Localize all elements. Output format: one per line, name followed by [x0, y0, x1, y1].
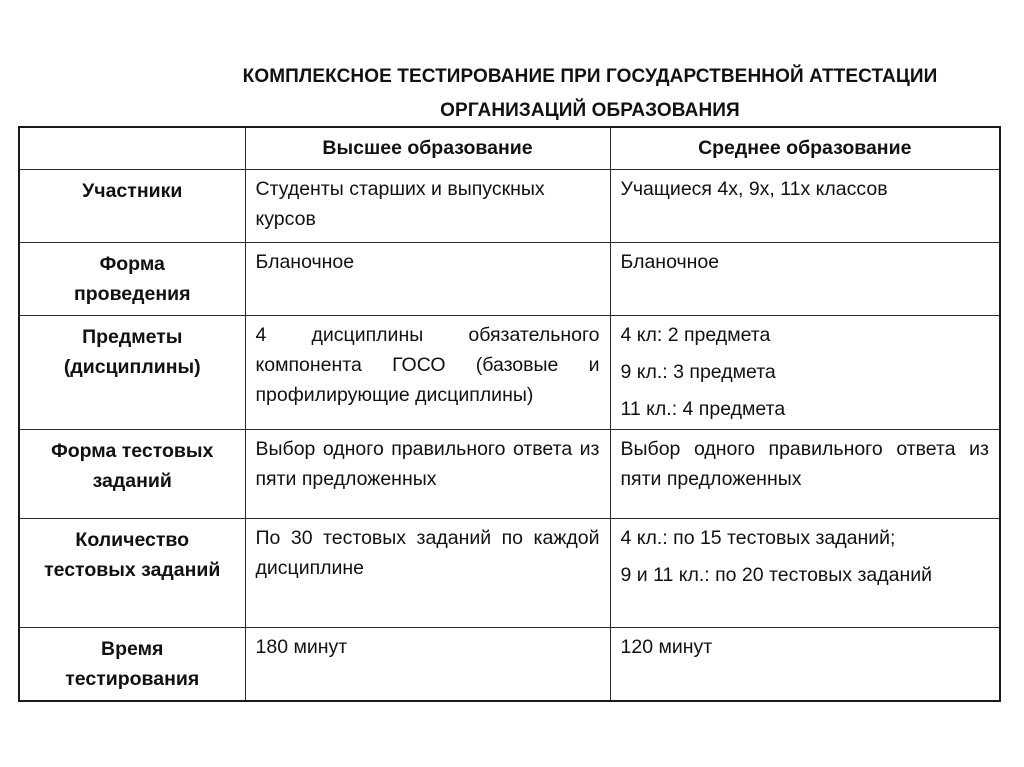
- row-label: [19, 627, 245, 701]
- table-row: [19, 242, 1000, 315]
- row-label-text: Форма: [99, 252, 165, 275]
- document-title: [230, 60, 950, 128]
- cell-text: Учащиеся 4х, 9х, 11х классов: [620, 177, 888, 200]
- cell-secondary: [610, 429, 1000, 518]
- row-label-text: Время: [101, 637, 164, 660]
- cell-text: Выбор одного правильного ответа из пяти предложенных: [255, 437, 600, 490]
- cell-higher: [245, 315, 610, 429]
- title-line-1: КОМПЛЕКСНОЕ ТЕСТИРОВАНИЕ ПРИ ГОСУДАРСТВЕННОЙ АТТЕСТАЦИИ: [242, 66, 938, 87]
- table-row: [19, 429, 1000, 518]
- cell-text: 4 кл: 2 предмета: [620, 323, 771, 346]
- row-label: [19, 518, 245, 627]
- cell-text: 4 дисциплины обязательного компонента ГОСО (базовые и профилирующие дисциплины): [255, 323, 600, 406]
- header-cell-empty: [19, 127, 245, 169]
- cell-text: 180 минут: [255, 635, 348, 658]
- row-label-text: Количество: [75, 528, 190, 551]
- cell-secondary: [610, 518, 1000, 627]
- cell-secondary: [610, 315, 1000, 429]
- cell-secondary: [610, 242, 1000, 315]
- row-label-text: тестовых заданий: [44, 558, 221, 581]
- cell-higher: [245, 242, 610, 315]
- row-label-text: Предметы: [82, 325, 183, 348]
- row-label: [19, 169, 245, 242]
- cell-text: По 30 тестовых заданий по каждой дисциплине: [255, 526, 600, 579]
- title-line-2: ОРГАНИЗАЦИЙ ОБРАЗОВАНИЯ: [440, 100, 740, 121]
- row-label-text: тестирования: [65, 667, 200, 690]
- row-label-text: Участники: [82, 179, 183, 202]
- table-row: [19, 518, 1000, 627]
- cell-higher: [245, 429, 610, 518]
- cell-text: 9 и 11 кл.: по 20 тестовых заданий: [620, 563, 933, 586]
- cell-text: Бланочное: [620, 250, 720, 273]
- table-row: [19, 627, 1000, 701]
- cell-text: 120 минут: [620, 635, 713, 658]
- row-label: [19, 315, 245, 429]
- cell-text: 4 кл.: по 15 тестовых заданий;: [620, 526, 896, 549]
- row-label-text: Форма тестовых: [51, 439, 214, 462]
- row-label-text: проведения: [73, 282, 191, 305]
- cell-higher: [245, 627, 610, 701]
- cell-secondary: [610, 627, 1000, 701]
- table-row: [19, 315, 1000, 429]
- cell-secondary: [610, 169, 1000, 242]
- header-row: [19, 127, 1000, 169]
- row-label: [19, 429, 245, 518]
- cell-text: Бланочное: [255, 250, 355, 273]
- header-cell-higher: Высшее образование: [245, 127, 610, 169]
- cell-text: 9 кл.: 3 предмета: [620, 360, 776, 383]
- row-label-text: заданий: [92, 469, 172, 492]
- row-label: [19, 242, 245, 315]
- table-row: [19, 169, 1000, 242]
- row-label-text: (дисциплины): [63, 355, 201, 378]
- cell-higher: [245, 518, 610, 627]
- header-cell-secondary: Среднее образование: [610, 127, 1000, 169]
- cell-higher: [245, 169, 610, 242]
- comparison-table: [18, 126, 1001, 702]
- cell-text: Студенты старших и выпускных курсов: [255, 177, 545, 230]
- cell-text: 11 кл.: 4 предмета: [620, 397, 786, 420]
- cell-text: Выбор одного правильного ответа из пяти предложенных: [620, 437, 989, 490]
